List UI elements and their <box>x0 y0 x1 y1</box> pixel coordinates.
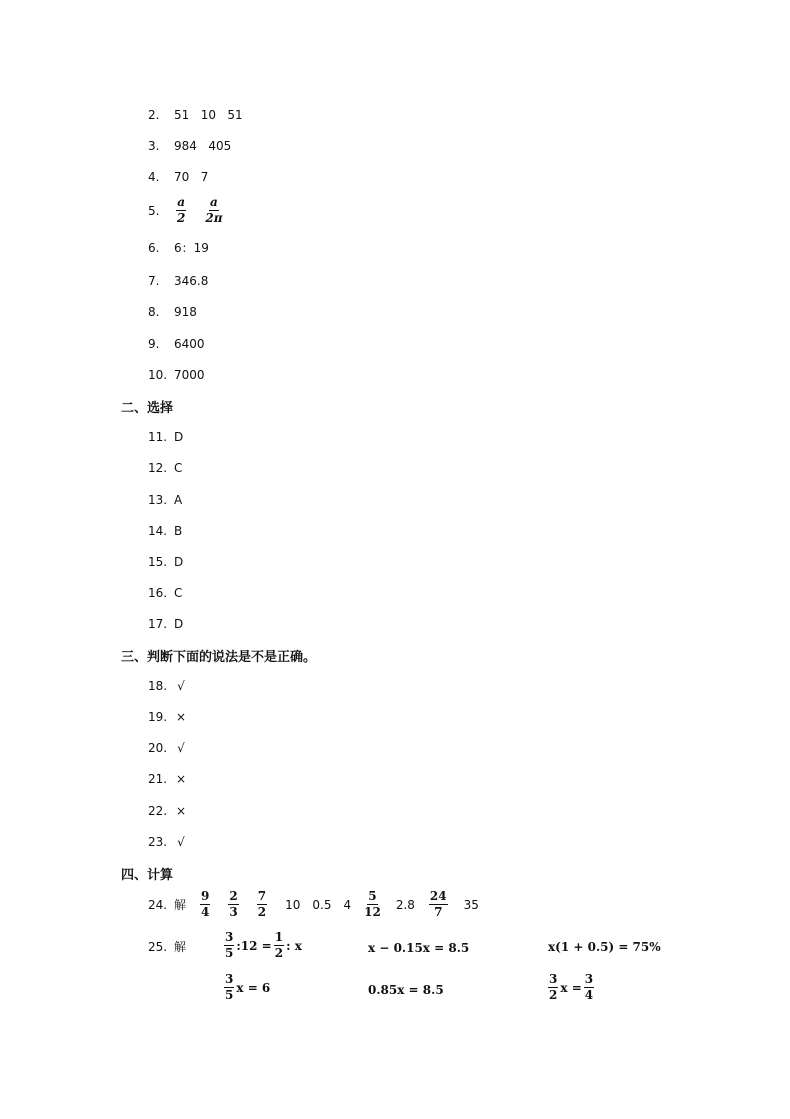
item-answer: C <box>174 461 183 475</box>
item-number: 24. <box>148 897 168 912</box>
judge-item <box>148 741 188 755</box>
item-answer: 7000 <box>174 368 205 382</box>
fraction: $\frac{2}{3}$ <box>229 889 238 919</box>
judge-item <box>148 772 188 786</box>
judge-item <box>148 804 188 818</box>
item-number: 12. <box>148 461 168 475</box>
choice-item <box>148 617 183 631</box>
fraction: $\frac{a}{2}$ <box>177 195 186 225</box>
equation-col1-line1: $\frac{3}{5}$ :12 = $\frac{1}{2}$ : x <box>225 930 302 960</box>
section-heading-judge: 三、判断下面的说法是不是正确。 <box>121 650 317 665</box>
item-number: 10. <box>148 368 168 382</box>
fraction: $\frac{9}{4}$ <box>201 889 210 919</box>
item-answer: 346.8 <box>174 274 209 288</box>
judge-item <box>148 835 188 849</box>
equation-col2-line1: x − 0.15x = 8.5 <box>368 941 470 955</box>
answer-value: 0.5 <box>312 897 332 912</box>
item-number: 25. <box>148 940 168 954</box>
item-number: 4. <box>148 170 160 184</box>
answer-value: 10 <box>285 897 301 912</box>
equation-col3-line2: $\frac{3}{2}$ x = $\frac{3}{4}$ <box>549 972 594 1002</box>
choice-item <box>148 430 183 444</box>
equation-col2-line2: 0.85x = 8.5 <box>368 983 444 997</box>
item-number: 13. <box>148 493 168 507</box>
choice-item <box>148 524 182 538</box>
item-answer: 70 7 <box>174 170 209 184</box>
choice-item <box>148 555 183 569</box>
calc-item-25 <box>148 940 186 954</box>
fill-item <box>148 368 205 382</box>
fraction: $\frac{5}{12}$ <box>364 889 381 919</box>
item-number: 20. <box>148 741 168 755</box>
item-answer: 918 <box>174 305 197 319</box>
fill-item <box>148 274 208 288</box>
fill-item <box>148 305 197 319</box>
choice-item <box>148 461 182 475</box>
choice-item <box>148 586 182 600</box>
fill-item <box>148 337 205 351</box>
item-number: 2. <box>148 108 160 122</box>
cross-mark: × <box>175 710 187 724</box>
item-answer: 6：19 <box>174 241 209 255</box>
solution-label: 解 <box>174 898 187 912</box>
item-answer: D <box>174 430 184 444</box>
item-number: 23. <box>148 835 168 849</box>
fraction: $\frac{7}{2}$ <box>257 889 267 919</box>
item-answer: B <box>174 524 183 538</box>
item-number: 3. <box>148 139 160 153</box>
fill-item <box>148 108 243 122</box>
item-answer: 984 405 <box>174 139 232 153</box>
fraction: $\frac{24}{7}$ <box>429 889 447 919</box>
item-answer: 51 10 51 <box>174 108 243 122</box>
item-answer: C <box>174 586 183 600</box>
check-mark: √ <box>177 679 185 693</box>
item-number: 8. <box>148 305 160 319</box>
item-number: 18. <box>148 679 168 693</box>
fill-item <box>148 139 231 153</box>
fill-item <box>148 196 224 225</box>
item-number: 22. <box>148 804 168 818</box>
equation-col1-line2: $\frac{3}{5}$ x = 6 <box>225 972 271 1002</box>
cross-mark: × <box>175 804 187 818</box>
item-number: 6. <box>148 241 160 255</box>
judge-item <box>148 710 188 724</box>
solution-label: 解 <box>174 940 187 954</box>
answer-value: 35 <box>463 897 479 912</box>
fill-item <box>148 241 209 255</box>
answer-value: 4 <box>343 897 352 912</box>
item-number: 17. <box>148 617 168 631</box>
item-answer: D <box>174 555 184 569</box>
item-number: 16. <box>148 586 168 600</box>
judge-item <box>148 679 188 693</box>
item-number: 14. <box>148 524 168 538</box>
fraction: $\frac{a}{2\pi}$ <box>205 195 223 225</box>
fill-item <box>148 170 208 184</box>
cross-mark: × <box>175 772 187 786</box>
item-number: 21. <box>148 772 168 786</box>
equation-col3-line1: x(1 + 0.5) = 75% <box>548 940 661 954</box>
item-number: 9. <box>148 337 160 351</box>
section-heading-choice: 二、选择 <box>121 401 174 416</box>
item-answer: A <box>174 493 183 507</box>
answer-value: 2.8 <box>395 897 415 912</box>
item-answer: D <box>174 617 184 631</box>
item-number: 11. <box>148 430 168 444</box>
item-number: 15. <box>148 555 168 569</box>
item-number: 19. <box>148 710 168 724</box>
choice-item <box>148 493 182 507</box>
check-mark: √ <box>177 835 185 849</box>
item-number: 5. <box>148 203 160 218</box>
section-heading-calc: 四、计算 <box>121 868 174 883</box>
check-mark: √ <box>177 741 185 755</box>
calc-item-24 <box>148 890 479 919</box>
item-number: 7. <box>148 274 160 288</box>
item-answer: 6400 <box>174 337 205 351</box>
